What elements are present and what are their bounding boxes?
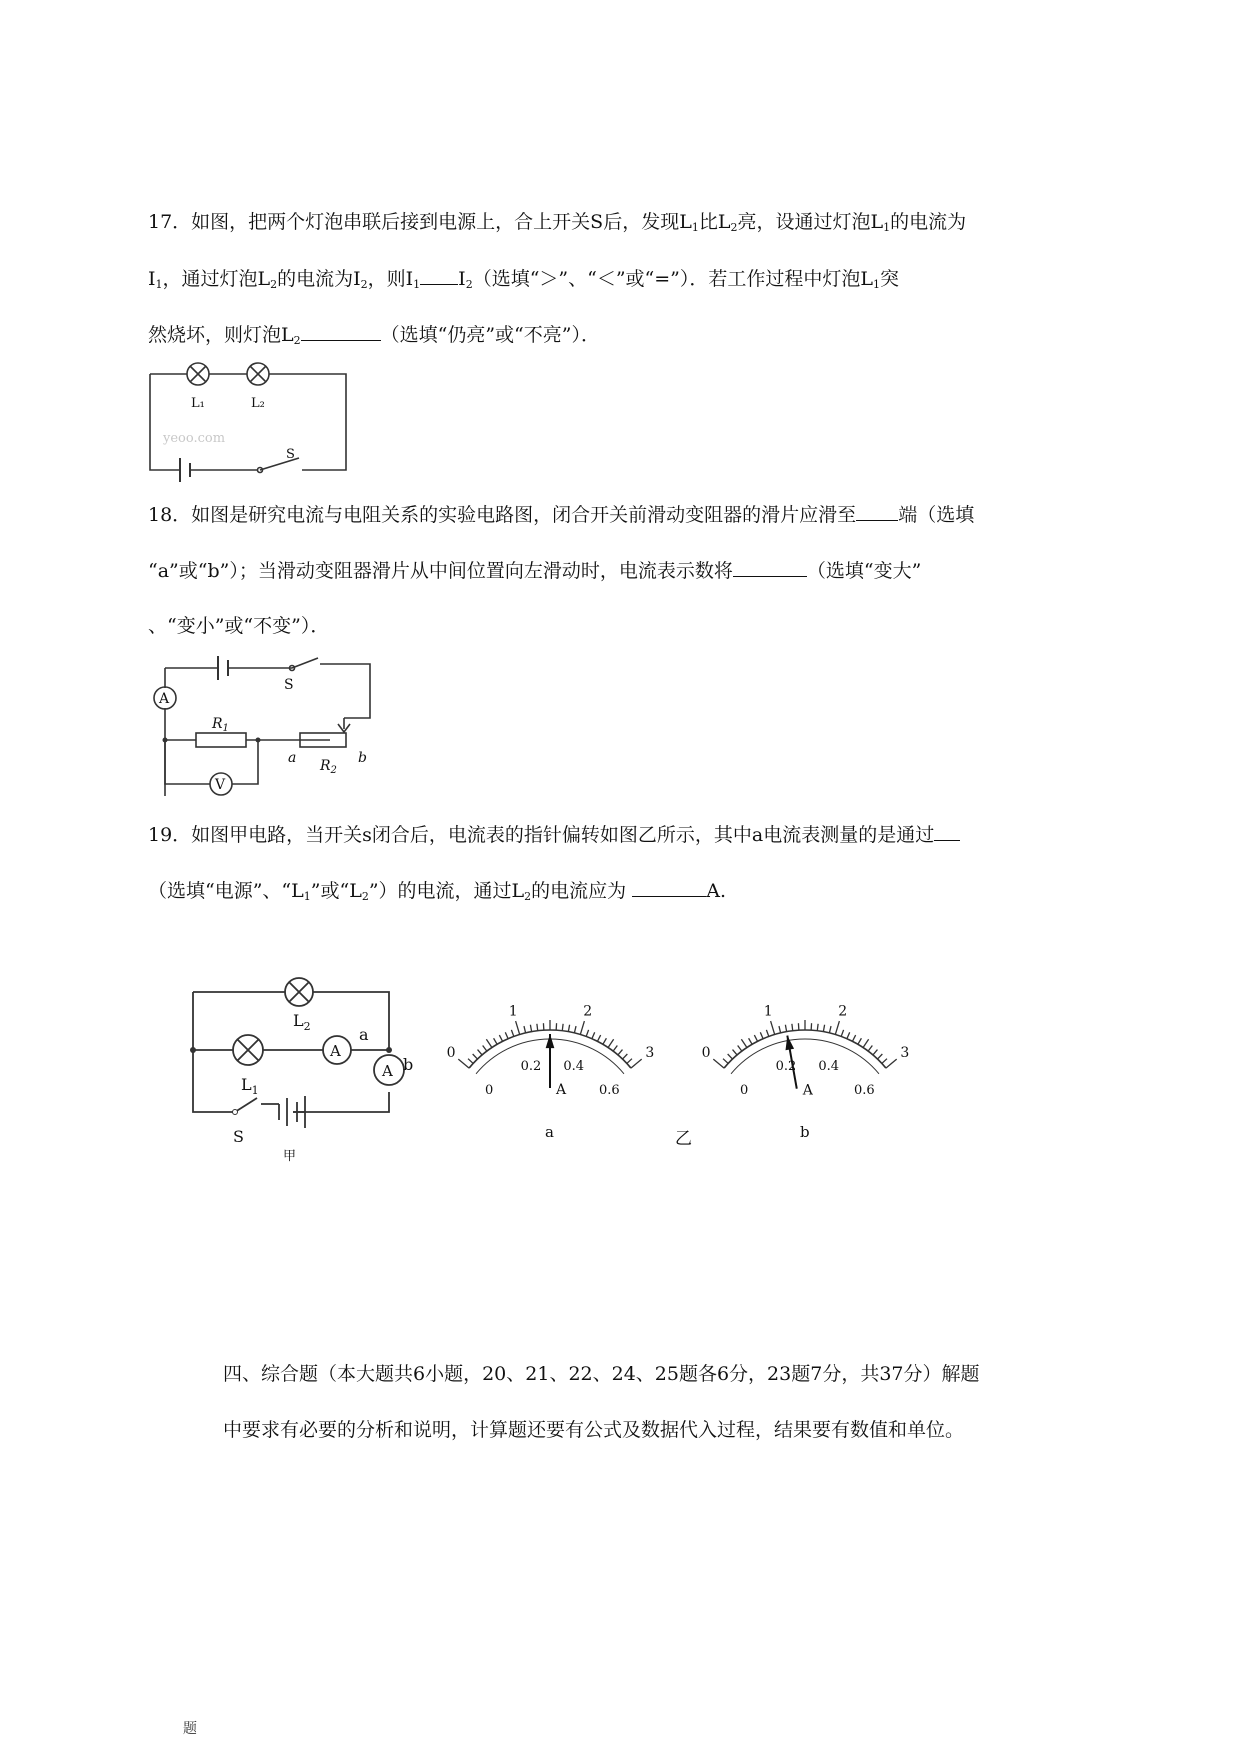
dial-tick [562,1024,563,1031]
dial-tick [574,1026,576,1033]
dial-tick [829,1026,831,1033]
dial-tick [580,1021,584,1034]
dial-tick [733,1050,738,1055]
dial-tick [749,1038,753,1044]
q19-meter-b [701,985,925,1145]
dial-tick [863,1039,869,1047]
q17-line3: 然烧坏，则灯泡$L_2$ （选填“仍亮”或“不亮”）． [148,320,600,355]
dial-tick [882,1059,887,1064]
dial-upper-tick-label: 2 [838,1003,848,1020]
dial-tick [760,1032,763,1038]
dial-lower-tick-label: 0.4 [563,1059,585,1075]
dial-tick [537,1024,538,1031]
needle-head [546,1034,555,1048]
end-a-label: a [288,750,297,766]
ammeter-a-label: A [330,1042,341,1060]
dial-tick [792,1024,793,1031]
figure-caption-yi: 乙 [675,1129,692,1149]
section4-line1: 四、综合题（本大题共6小题，20、21、22、24、25题各6分，23题7分，共37分）解题 [223,1363,980,1385]
dial-tick [868,1046,872,1052]
switch-label: S [284,677,294,693]
ammeter-label: A [159,691,170,707]
dial-lower-tick-label: 0.2 [520,1059,542,1075]
q19-circuit-jia [185,980,425,1170]
dial-lower-tick-label: 0.6 [854,1082,875,1098]
dial-tick [852,1035,855,1041]
voltmeter-label: V [215,777,226,793]
dial-tick [613,1046,617,1052]
meter-b-tag: b [403,1055,414,1074]
answer-blank[interactable] [733,556,807,577]
q17-line1: 17．如图，把两个灯泡串联后接到电源上，合上开关S后，发现$L_1$比$L_2$亮，设通过灯泡$L_1$的电流为 [148,211,967,234]
dial-tick [771,1021,775,1034]
dial-tick [473,1054,478,1059]
q18-circuit-diagram [150,656,380,796]
dial-tick [458,1059,469,1068]
lamp-label-l2: L₂ [251,396,265,411]
dial-tick [511,1030,513,1037]
dial-tick [835,1021,839,1034]
dial-tick [499,1035,502,1041]
answer-blank[interactable] [301,320,381,341]
r1-label: $R_1$ [212,716,229,734]
answer-blank[interactable] [934,820,960,841]
dial-lower-tick-label: 0.4 [818,1059,840,1075]
dial-tick [858,1038,862,1044]
dial-tick [530,1025,531,1032]
lamp-l2-label: $L_2$ [293,1011,311,1033]
switch-label: S [286,447,295,462]
q19-line1: 19．如图甲电路，当开关s闭合后，电流表的指针偏转如图乙所示，其中a电流表测量的是通过 [148,820,960,849]
q18-line2: “a”或“b”）；当滑动变阻器滑片从中间位置向左滑动时，电流表示数将 （选填“变大” [148,556,921,585]
watermark: yeoo.com [163,431,226,446]
dial-tick [623,1054,628,1059]
dial-tick [766,1030,768,1037]
dial-tick [738,1046,742,1052]
dial-tick [618,1050,623,1055]
q18-line3: 、“变小”或“不变”）． [148,615,330,637]
dial-tick [841,1030,843,1037]
dial-tick [723,1059,728,1064]
dial-upper-tick-label: 1 [508,1003,518,1020]
dial-upper-tick-label: 3 [645,1044,655,1061]
dial-tick [713,1059,724,1068]
dial-tick [779,1026,781,1033]
lamp-label-l1: L₁ [191,396,205,411]
dial-tick [494,1038,498,1044]
q19-line2: （选填“电源”、“$L_1$”或“$L_2$”）的电流，通过$L_2$的电流应为 A. [148,876,726,911]
dial-tick [886,1059,897,1068]
dial-lower-tick-label: 0 [484,1082,494,1098]
dial-tick [608,1039,614,1047]
dial-upper-tick-label: 0 [446,1044,456,1061]
section4-line2: 中要求有必要的分析和说明，计算题还要有公式及数据代入过程，结果要有数值和单位。 [223,1419,965,1441]
dial-tick [505,1032,508,1038]
meter-caption: a [545,1123,554,1141]
dial-tick [586,1030,588,1037]
dial-upper-tick-label: 2 [583,1003,593,1020]
dial-tick [568,1025,569,1032]
answer-blank[interactable] [632,876,706,897]
dial-tick [603,1038,607,1044]
switch-label: S [233,1127,244,1146]
dial-tick [483,1046,487,1052]
meter-caption: b [800,1123,810,1141]
dial-tick [847,1032,850,1038]
dial-tick [592,1032,595,1038]
figure-caption-jia: 甲 [283,1149,297,1164]
dial-tick [873,1050,878,1055]
q19-meter-a [446,985,670,1145]
dial-tick [631,1059,642,1068]
needle-label: A [556,1082,567,1098]
r2-label: $R_2$ [320,758,337,776]
q17-circuit-diagram [145,362,355,482]
page-footer: 题 [183,1721,197,1737]
dial-arc [724,1030,886,1068]
dial-upper-tick-label: 0 [701,1044,711,1061]
dial-tick [478,1050,483,1055]
dial-lower-tick-label: 0.2 [775,1059,797,1075]
answer-blank[interactable] [420,264,458,285]
dial-tick [627,1059,632,1064]
q18-line1: 18．如图是研究电流与电阻关系的实验电路图，闭合开关前滑动变阻器的滑片应滑至 端（选填 [148,500,974,529]
dial-tick [516,1021,520,1034]
dial-tick [728,1054,733,1059]
dial-tick [741,1039,747,1047]
dial-tick [486,1039,492,1047]
dial-lower-tick-label: 0 [739,1082,749,1098]
dial-tick [754,1035,757,1041]
dial-upper-tick-label: 3 [900,1044,910,1061]
ammeter-b-label: A [382,1062,393,1080]
dial-tick [524,1026,526,1033]
dial-tick [823,1025,824,1032]
dial-tick [817,1024,818,1031]
lamp-l1-label: $L_1$ [241,1075,259,1097]
dial-tick [785,1025,786,1032]
q17-line2: $I_1$，通过灯泡$L_2$的电流为$I_2$，则$I_1$ $I_2$（选填“＞”、“＜”或“=”）．若工作过程中灯泡$L_1$突 [148,264,899,299]
needle-label: A [802,1082,813,1099]
answer-blank[interactable] [856,500,898,521]
dial-tick [597,1035,600,1041]
end-b-label: b [358,750,367,766]
dial-tick [878,1054,883,1059]
dial-upper-tick-label: 1 [763,1003,773,1020]
dial-tick [468,1059,473,1064]
dial-lower-tick-label: 0.6 [599,1082,620,1098]
meter-a-tag: a [359,1025,369,1044]
